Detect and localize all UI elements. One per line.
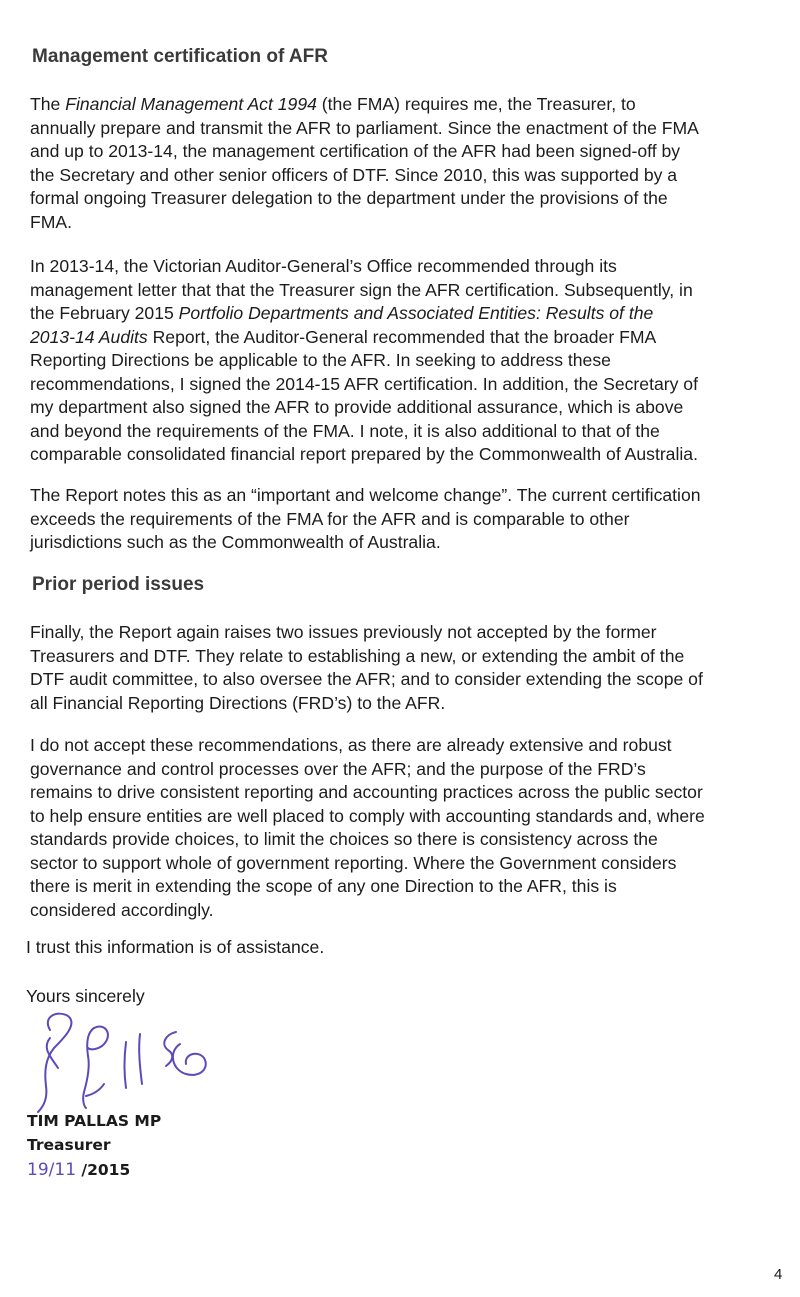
closing-trust-line: I trust this information is of assistance. [26,937,325,957]
text-line: there is merit in extending the scope of any one Direction to the AFR, this is [30,876,617,896]
paragraph-fma-requirements [30,93,792,234]
text-line: Finally, the Report again raises two issues previously not accepted by the former [30,622,657,642]
section-heading-management: Management certification of AFR [32,46,328,67]
text-line: annually prepare and transmit the AFR to parliament. Since the enactment of the FMA [30,117,699,138]
text-line: formal ongoing Treasurer delegation to the department under the provisions of the [30,188,668,208]
text-line: In 2013-14, the Victorian Auditor-General’s Office recommended through its [30,256,617,276]
page-number: 4 [774,1266,783,1283]
paragraph-report-notes [30,484,792,555]
section-heading-prior-period: Prior period issues [32,574,205,595]
text-line: and beyond the requirements of the FMA. I note, it is also additional to that of the [30,420,660,441]
text-line: the February 2015 Portfolio Departments and Associated Entities: Results of the [30,303,654,323]
signature-date [27,1160,130,1180]
paragraph-prior-issues [30,621,792,715]
text-line: DTF audit committee, to also oversee the AFR; and to consider extending the scope of [30,669,703,689]
text-line: to help ensure entities are well placed to comply with accounting standards and, where [30,805,705,826]
text-line: and up to 2013-14, the management certification of the AFR had been signed-off by [30,141,681,161]
text-line: comparable consolidated financial report prepared by the Commonwealth of Australia. [30,444,698,464]
date-year: /2015 [81,1161,131,1179]
date-day-handwritten: 19 [27,1160,49,1180]
text-line: all Financial Reporting Directions (FRD’s) to the AFR. [30,692,446,713]
text-line: Treasurers and DTF. They relate to establishing a new, or extending the ambit of the [30,645,685,666]
closing-salutation: Yours sincerely [26,986,145,1006]
text-line: standards provide choices, to limit the choices so there is consistency across the [30,829,658,849]
text-line: considered accordingly. [30,899,214,920]
text-line: exceeds the requirements of the FMA for the AFR and is comparable to other [30,508,630,529]
date-separator: / [48,1160,55,1180]
text-line: Reporting Directions be applicable to the AFR. In seeking to address these [30,350,611,370]
text-line: FMA. [30,211,73,232]
text-line: 2013-14 Audits Report, the Auditor-General recommended that the broader FMA [30,326,657,347]
text-line: I do not accept these recommendations, as there are already extensive and robust [30,735,672,755]
text-line: management letter that that the Treasurer sign the AFR certification. Subsequently, in [30,279,693,300]
text-line: recommendations, I signed the 2014-15 AFR certification. In addition, the Secretary of [30,373,698,394]
signatory-name: TIM PALLAS MP [27,1112,162,1130]
text-line: The Financial Management Act 1994 (the FMA) requires me, the Treasurer, to [30,94,636,114]
handwritten-signature [28,1008,228,1118]
date-month-handwritten: 11 [54,1160,77,1180]
text-line: my department also signed the AFR to provide additional assurance, which is above [30,397,684,417]
text-line: jurisdictions such as the Commonwealth of Australia. [30,532,441,552]
text-line: sector to support whole of government reporting. Where the Government considers [30,852,677,873]
text-line: the Secretary and other senior officers of DTF. Since 2010, this was supported by a [30,164,678,185]
text-line: remains to drive consistent reporting and accounting practices across the public sector [30,782,703,802]
paragraph-auditor-general [30,255,792,467]
text-line: governance and control processes over the AFR; and the purpose of the FRD’s [30,758,646,779]
text-line: The Report notes this as an “important and welcome change”. The current certification [30,485,701,505]
signatory-title: Treasurer [27,1136,111,1154]
paragraph-recommendations-response [30,734,792,922]
